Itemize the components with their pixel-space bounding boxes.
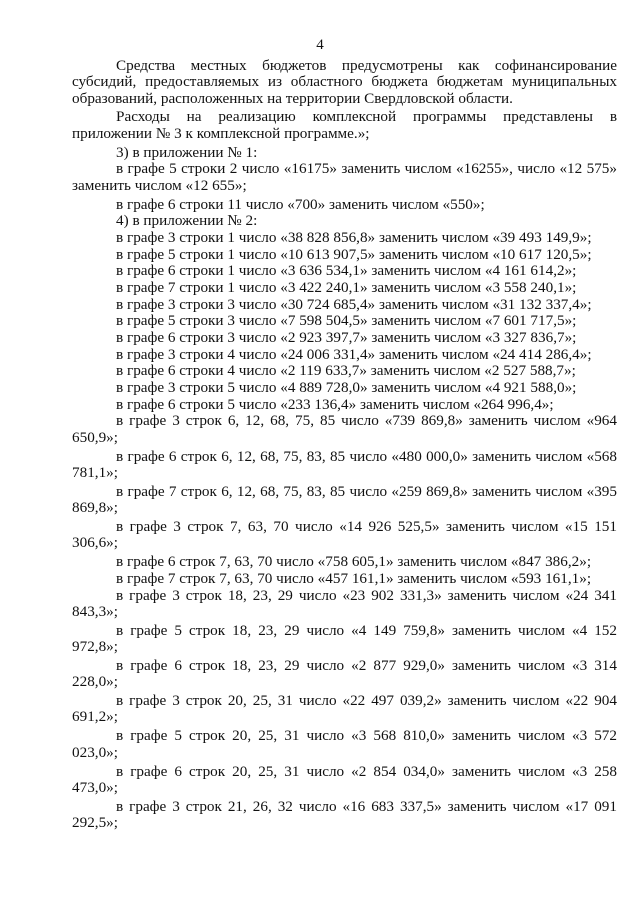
paragraph-change: в графе 6 строк 20, 25, 31 число «2 854 034,0» заменить числом «3 258 473,0»; bbox=[72, 762, 617, 796]
paragraph-change: в графе 3 строк 21, 26, 32 число «16 683 337,5» заменить числом «17 091 292,5»; bbox=[72, 797, 617, 832]
page-number: 4 bbox=[316, 37, 324, 53]
paragraph-change: в графе 3 строк 18, 23, 29 число «23 902 331,3» заменить числом «24 341 843,3»; bbox=[72, 586, 617, 620]
paragraph-change: в графе 5 строк 18, 23, 29 число «4 149 759,8» заменить числом «4 152 972,8»; bbox=[72, 621, 617, 656]
paragraph-change: в графе 5 строки 2 число «16175» заменить числом «16255», число «12 575» заменить числом «12 655»; bbox=[72, 160, 617, 194]
paragraph-change: в графе 6 строки 3 число «2 923 397,7» заменить числом «3 327 836,7»; bbox=[116, 329, 577, 347]
paragraph-change: в графе 6 строк 18, 23, 29 число «2 877 929,0» заменить числом «3 314 228,0»; bbox=[72, 656, 617, 691]
paragraph-change: в графе 3 строк 20, 25, 31 число «22 497 039,2» заменить числом «22 904 691,2»; bbox=[72, 692, 617, 726]
paragraph-change: в графе 7 строки 1 число «3 422 240,1» заменить числом «3 558 240,1»; bbox=[116, 278, 577, 296]
paragraph-change: в графе 3 строки 4 число «24 006 331,4» заменить числом «24 414 286,4»; bbox=[116, 345, 592, 363]
paragraph-change: в графе 6 строк 6, 12, 68, 75, 83, 85 число «480 000,0» заменить числом «568 781,1»; bbox=[72, 447, 617, 481]
paragraph-change: в графе 3 строки 1 число «38 828 856,8» заменить числом «39 493 149,9»; bbox=[116, 228, 592, 246]
paragraph-change: в графе 7 строк 7, 63, 70 число «457 161,1» заменить числом «593 161,1»; bbox=[116, 569, 592, 587]
paragraph-change: в графе 3 строк 6, 12, 68, 75, 85 число «739 869,8» заменить числом «964 650,9»; bbox=[72, 412, 617, 446]
paragraph-change: в графе 6 строк 7, 63, 70 число «758 605,1» заменить числом «847 386,2»; bbox=[116, 553, 592, 571]
paragraph-item-4: 4) в приложении № 2: bbox=[116, 212, 258, 230]
paragraph-change: в графе 5 строк 20, 25, 31 число «3 568 810,0» заменить числом «3 572 023,0»; bbox=[72, 727, 617, 761]
paragraph-expenses: Расходы на реализацию комплексной программы представлены в приложении № 3 к комплексной программе.»; bbox=[72, 108, 617, 142]
paragraph-change: в графе 7 строк 6, 12, 68, 75, 83, 85 число «259 869,8» заменить числом «395 869,8»; bbox=[72, 482, 617, 517]
paragraph-change: в графе 5 строки 3 число «7 598 504,5» заменить числом «7 601 717,5»; bbox=[116, 312, 577, 330]
paragraph-change: в графе 5 строки 1 число «10 613 907,5» заменить числом «10 617 120,5»; bbox=[116, 245, 592, 263]
paragraph-change: в графе 3 строк 7, 63, 70 число «14 926 525,5» заменить числом «15 151 306,6»; bbox=[72, 518, 617, 552]
paragraph-change: в графе 6 строки 11 число «700» заменить числом «550»; bbox=[116, 195, 485, 213]
paragraph-change: в графе 6 строки 1 число «3 636 534,1» заменить числом «4 161 614,2»; bbox=[116, 262, 577, 280]
paragraph-item-3: 3) в приложении № 1: bbox=[116, 143, 258, 161]
paragraph-change: в графе 6 строки 4 число «2 119 633,7» заменить числом «2 527 588,7»; bbox=[116, 362, 576, 380]
paragraph-cofinancing: Средства местных бюджетов предусмотрены как софинансирование субсидий, предоставляемых из областного бюджета бюджетам муниципальных образований, расположенных на территории Свердловской области. bbox=[72, 57, 617, 107]
paragraph-change: в графе 3 строки 3 число «30 724 685,4» заменить числом «31 132 337,4»; bbox=[116, 295, 592, 313]
paragraph-change: в графе 3 строки 5 число «4 889 728,0» заменить числом «4 921 588,0»; bbox=[116, 379, 577, 397]
document-body bbox=[72, 58, 617, 834]
paragraph-change: в графе 6 строки 5 число «233 136,4» заменить числом «264 996,4»; bbox=[116, 395, 554, 413]
